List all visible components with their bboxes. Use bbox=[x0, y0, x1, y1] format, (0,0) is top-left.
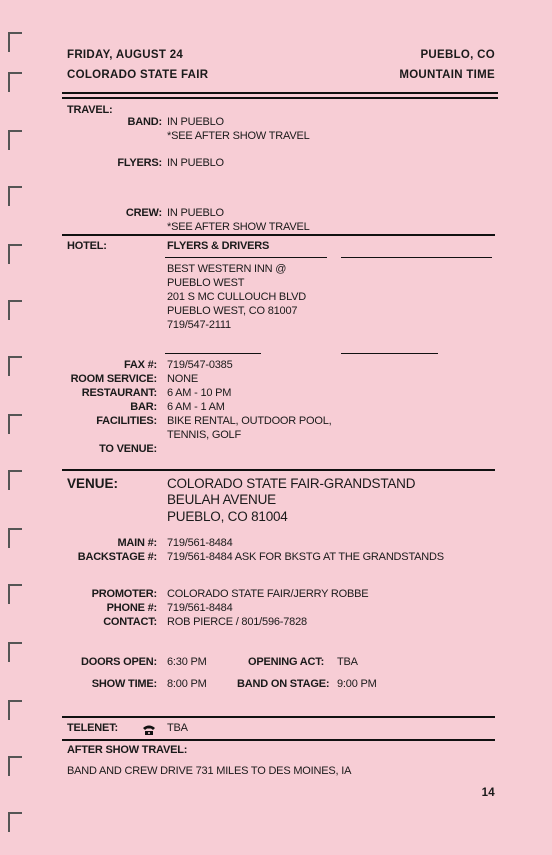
promoter-label: PROMOTER: bbox=[91, 588, 157, 600]
crew-value: IN PUEBLO bbox=[167, 207, 224, 219]
crew-note: *SEE AFTER SHOW TRAVEL bbox=[167, 221, 310, 233]
band-note: *SEE AFTER SHOW TRAVEL bbox=[167, 130, 310, 142]
page-number: 14 bbox=[481, 787, 495, 799]
venue-street: BEULAH AVENUE bbox=[167, 492, 276, 507]
backstage-value: 719/561-8484 ASK FOR BKSTG AT THE GRANDSTANDS bbox=[167, 551, 444, 563]
header-city: PUEBLO, CO bbox=[420, 49, 495, 61]
header-rule bbox=[62, 92, 498, 94]
binder-tab bbox=[8, 32, 22, 52]
telenet-label: TELENET: bbox=[67, 722, 118, 734]
doors-open-value: 6:30 PM bbox=[167, 656, 207, 668]
to-venue-label: TO VENUE: bbox=[99, 443, 157, 455]
binder-tab bbox=[8, 72, 22, 92]
hotel-area: PUEBLO WEST bbox=[167, 277, 245, 289]
band-on-stage-label: BAND ON STAGE: bbox=[237, 678, 330, 690]
opening-act-label: OPENING ACT: bbox=[248, 656, 325, 668]
hotel-street: 201 S MC CULLOUCH BLVD bbox=[167, 291, 307, 303]
venue-name: COLORADO STATE FAIR-GRANDSTAND bbox=[167, 476, 416, 491]
crew-label: CREW: bbox=[125, 207, 162, 219]
restaurant-label: RESTAURANT: bbox=[81, 387, 157, 399]
facilities-value-cont: TENNIS, GOLF bbox=[167, 429, 241, 441]
header-event: COLORADO STATE FAIR bbox=[67, 69, 209, 81]
hotel-divider bbox=[165, 353, 261, 354]
binder-tab bbox=[8, 130, 22, 150]
band-label: BAND: bbox=[127, 116, 162, 128]
facilities-value: BIKE RENTAL, OUTDOOR POOL, bbox=[167, 415, 332, 427]
facilities-label: FACILITIES: bbox=[96, 415, 157, 427]
hotel-divider bbox=[341, 353, 438, 354]
hotel-group: FLYERS & DRIVERS bbox=[167, 240, 270, 252]
restaurant-value: 6 AM - 10 PM bbox=[167, 387, 232, 399]
travel-title: TRAVEL: bbox=[67, 104, 113, 116]
binder-tab bbox=[8, 812, 22, 832]
hotel-group-rule bbox=[165, 257, 327, 258]
room-service-value: NONE bbox=[167, 373, 198, 385]
binder-tab bbox=[8, 470, 22, 490]
opening-act-value: TBA bbox=[337, 656, 358, 668]
hotel-name: BEST WESTERN INN @ bbox=[167, 263, 287, 275]
binder-tab bbox=[8, 186, 22, 206]
main-phone-label: MAIN #: bbox=[117, 537, 157, 549]
show-time-label: SHOW TIME: bbox=[91, 678, 157, 690]
fax-value: 719/547-0385 bbox=[167, 359, 233, 371]
binder-tab bbox=[8, 756, 22, 776]
header-date: FRIDAY, AUGUST 24 bbox=[67, 49, 184, 61]
section-rule bbox=[62, 739, 495, 741]
venue-city: PUEBLO, CO 81004 bbox=[167, 509, 288, 524]
flyers-label: FLYERS: bbox=[117, 157, 162, 169]
telephone-icon bbox=[142, 723, 156, 735]
section-rule bbox=[62, 716, 495, 718]
fax-label: FAX #: bbox=[123, 359, 157, 371]
doors-open-label: DOORS OPEN: bbox=[80, 656, 157, 668]
promoter-phone-value: 719/561-8484 bbox=[167, 602, 233, 614]
telenet-value: TBA bbox=[167, 722, 188, 734]
promoter-value: COLORADO STATE FAIR/JERRY ROBBE bbox=[167, 588, 369, 600]
contact-value: ROB PIERCE / 801/596-7828 bbox=[167, 616, 307, 628]
bar-label: BAR: bbox=[130, 401, 157, 413]
hotel-blank-rule bbox=[341, 257, 492, 258]
header-rule bbox=[62, 97, 498, 99]
hotel-title: HOTEL: bbox=[67, 240, 107, 252]
band-on-stage-value: 9:00 PM bbox=[337, 678, 377, 690]
show-time-value: 8:00 PM bbox=[167, 678, 207, 690]
binder-tab bbox=[8, 300, 22, 320]
venue-title: VENUE: bbox=[67, 476, 119, 491]
binder-tab bbox=[8, 700, 22, 720]
binder-tab bbox=[8, 244, 22, 264]
section-rule bbox=[62, 234, 495, 236]
bar-value: 6 AM - 1 AM bbox=[167, 401, 225, 413]
hotel-city: PUEBLO WEST, CO 81007 bbox=[167, 305, 298, 317]
main-phone-value: 719/561-8484 bbox=[167, 537, 233, 549]
backstage-label: BACKSTAGE #: bbox=[77, 551, 157, 563]
room-service-label: ROOM SERVICE: bbox=[70, 373, 157, 385]
hotel-phone: 719/547-2111 bbox=[167, 319, 231, 331]
band-value: IN PUEBLO bbox=[167, 116, 224, 128]
after-show-text: BAND AND CREW DRIVE 731 MILES TO DES MOINES, IA bbox=[67, 765, 352, 777]
header-timezone: MOUNTAIN TIME bbox=[399, 69, 495, 81]
promoter-phone-label: PHONE #: bbox=[106, 602, 157, 614]
contact-label: CONTACT: bbox=[103, 616, 157, 628]
section-rule bbox=[62, 469, 495, 471]
flyers-value: IN PUEBLO bbox=[167, 157, 224, 169]
after-show-title: AFTER SHOW TRAVEL: bbox=[67, 744, 188, 756]
